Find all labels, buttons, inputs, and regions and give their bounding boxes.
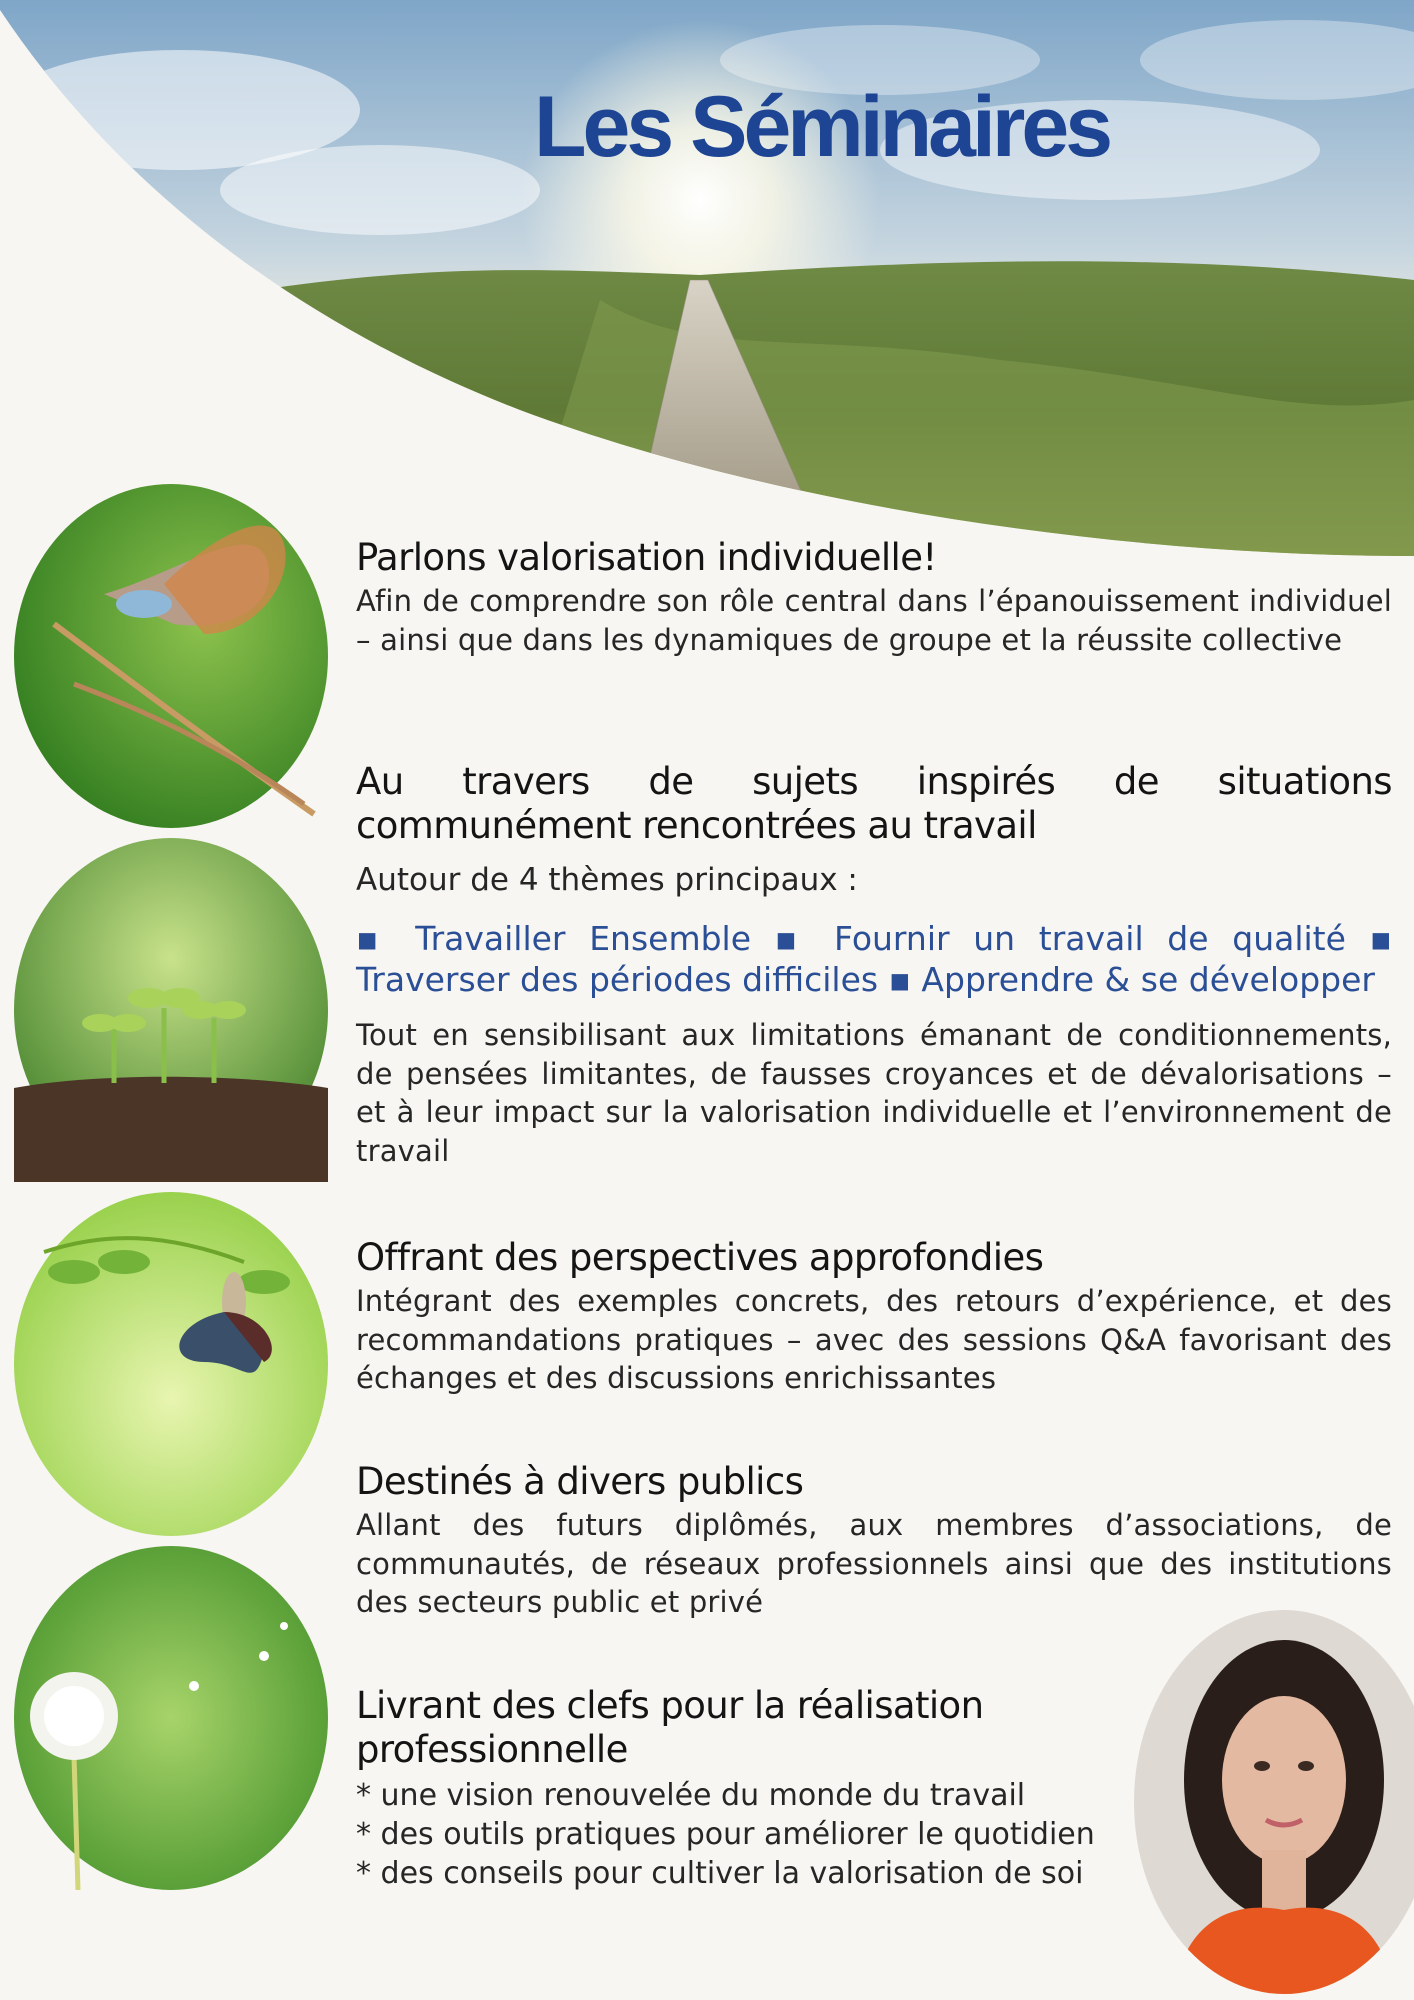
section-publics: [356, 1460, 1392, 1622]
butterfly-chrysalis-image: [14, 1192, 328, 1536]
section-clefs: [356, 1684, 1136, 1893]
section-heading: Parlons valorisation individuelle!: [356, 536, 937, 579]
section-text: Allant des futurs diplômés, aux membres d’associations, de communautés, de réseaux professionnels ainsi que des institutions des secteurs public et privé: [356, 1508, 1392, 1619]
section-valorisation: [356, 536, 1392, 659]
section-text: Intégrant des exemples concrets, des retours d’expérience, et des recommandations pratiques – avec des sessions Q&A favorisant des échanges et des discussions enrichissantes: [356, 1284, 1392, 1395]
list-item: * une vision renouvelée du monde du travail: [356, 1778, 1026, 1813]
seedlings-image: [14, 838, 328, 1182]
portrait-image: [1134, 1610, 1414, 1994]
section-text: Afin de comprendre son rôle central dans l’épanouissement individuel – ainsi que dans les dynamiques de groupe et la réussite collective: [356, 584, 1392, 657]
butterfly-on-grass-image: [14, 484, 328, 828]
keys-list: [356, 1776, 1136, 1893]
list-item: * des conseils pour cultiver la valorisation de soi: [356, 1856, 1084, 1891]
section-perspectives: [356, 1236, 1392, 1398]
section-heading: Au travers de sujets inspirés de situations communément rencontrées au travail: [356, 760, 1392, 847]
section-heading: Destinés à divers publics: [356, 1460, 804, 1503]
section-sujets: [356, 760, 1392, 1170]
section-heading: Offrant des perspectives approfondies: [356, 1236, 1044, 1279]
section-text: Tout en sensibilisant aux limitations émanant de conditionnements, de pensées limitantes, de fausses croyances et de dévalorisations – et à leur impact sur la valorisation individuelle et l’environnement de travail: [356, 1018, 1392, 1168]
themes-list: ▪ Travailler Ensemble ▪ Fournir un travail de qualité ▪ Traverser des périodes difficiles ▪ Apprendre & se développer: [356, 919, 1392, 999]
themes-intro: Autour de 4 thèmes principaux :: [356, 862, 858, 898]
section-heading: Livrant des clefs pour la réalisation professionnelle: [356, 1684, 984, 1771]
dandelion-image: [14, 1546, 328, 1890]
list-item: * des outils pratiques pour améliorer le quotidien: [356, 1817, 1095, 1852]
page-title: Les Séminaires: [534, 79, 1110, 175]
